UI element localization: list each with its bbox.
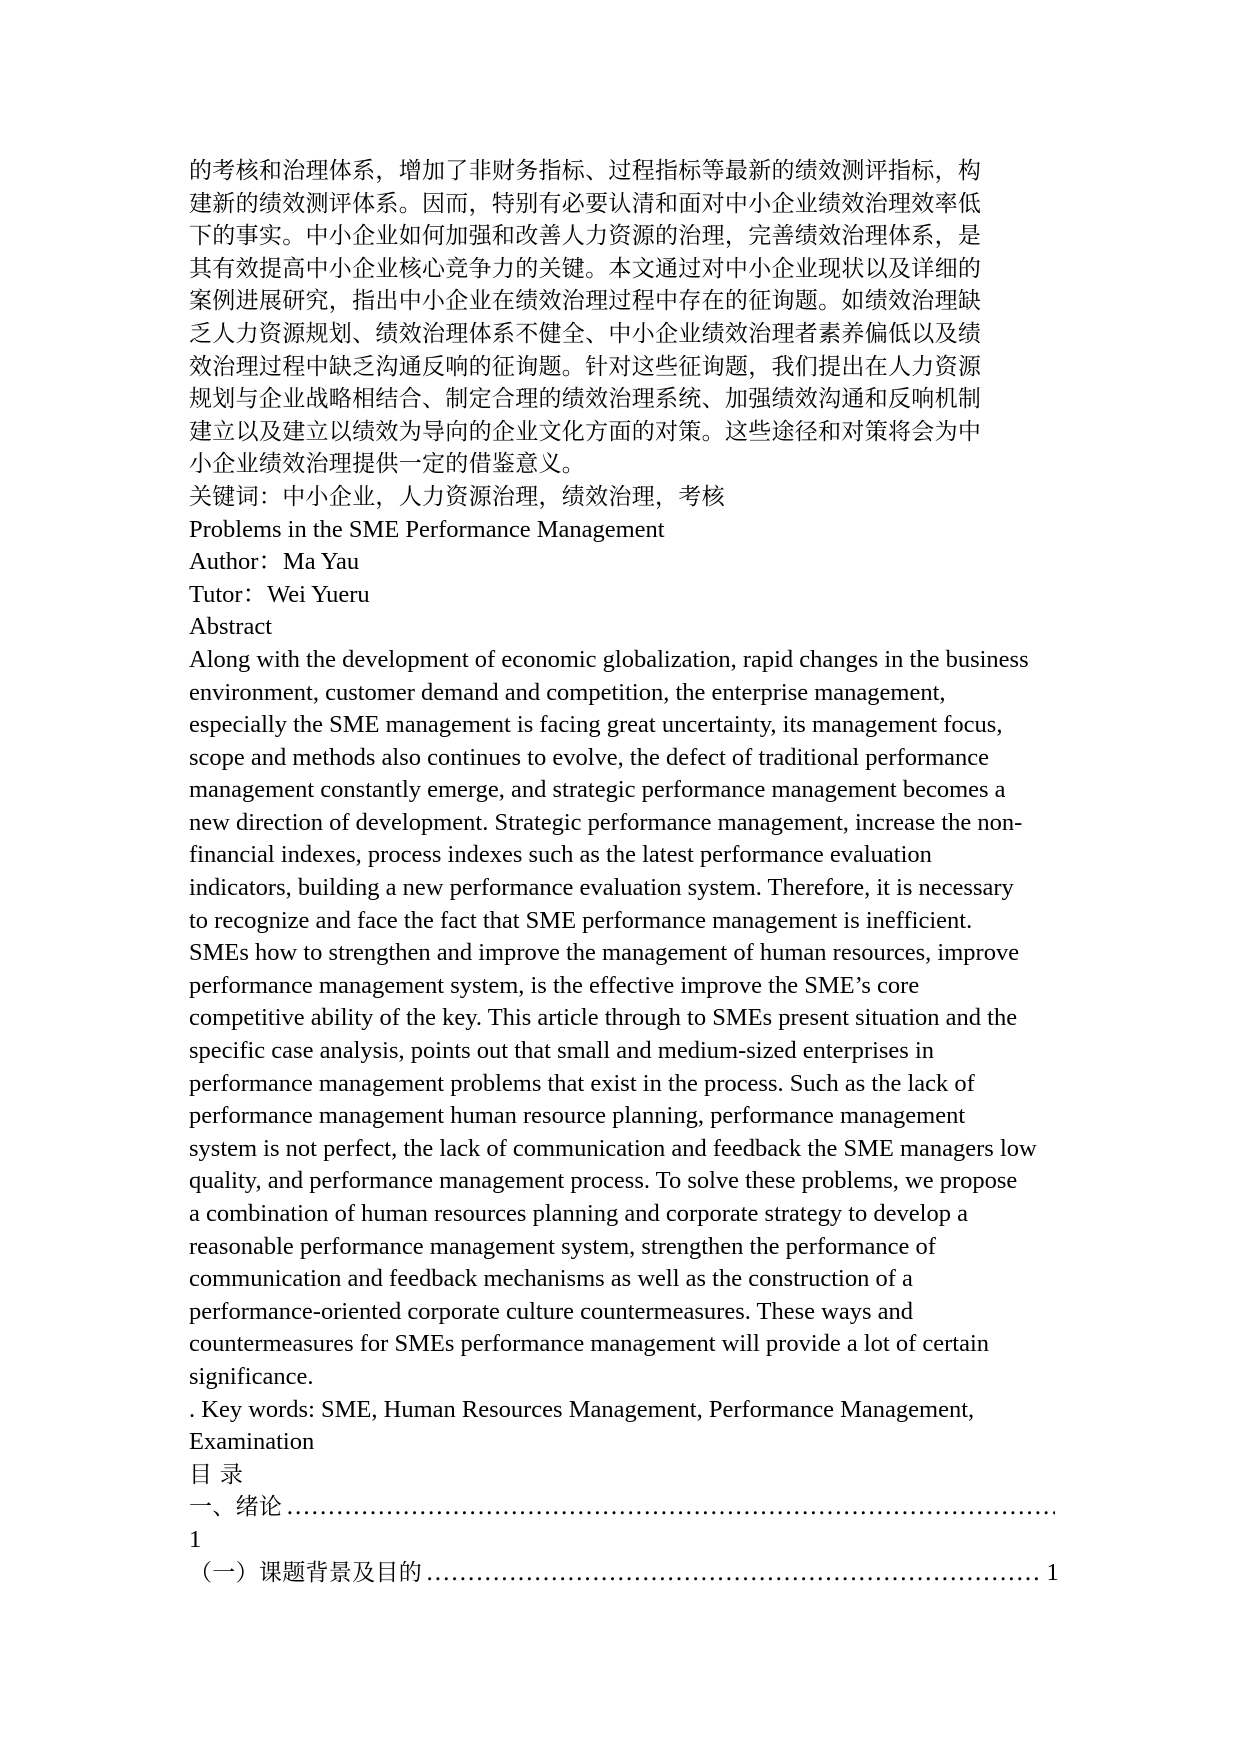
- toc-entry[interactable]: [189, 1557, 1059, 1590]
- en-abstract-line: a combination of human resources planning and corporate strategy to develop a: [189, 1200, 968, 1227]
- abstract-heading: Abstract: [189, 613, 272, 641]
- cn-abstract-line: 乏人力资源规划、绩效治理体系不健全、中小企业绩效治理者素养偏低以及绩: [189, 320, 982, 347]
- toc-entry-label: （一）课题背景及目的: [189, 1559, 422, 1586]
- en-abstract-line: financial indexes, process indexes such as the latest performance evaluation: [189, 841, 932, 869]
- table-of-contents: [189, 1459, 1059, 1589]
- en-keywords-line: . Key words: SME, Human Resources Management, Performance Management,: [189, 1395, 975, 1423]
- en-abstract-line: Along with the development of economic globalization, rapid changes in the business: [189, 645, 1029, 673]
- toc-entry-page: 1: [189, 1525, 202, 1553]
- tutor-line: Tutor：Wei Yueru: [189, 580, 370, 608]
- en-abstract-line: new direction of development. Strategic performance management, increase the non-: [189, 808, 1023, 836]
- en-abstract-line: countermeasures for SMEs performance management will provide a lot of certain: [189, 1330, 990, 1358]
- en-abstract-line: to recognize and face the fact that SME performance management is inefficient.: [189, 906, 973, 934]
- author-line: Author：Ma Yau: [189, 548, 360, 576]
- cn-abstract-line: 的考核和治理体系，增加了非财务指标、过程指标等最新的绩效测评指标，构: [189, 158, 982, 184]
- toc-entry-page: 1: [1046, 1558, 1059, 1586]
- chinese-abstract: [189, 155, 1059, 514]
- en-abstract-line: especially the SME management is facing great uncertainty, its management focus,: [189, 711, 1003, 739]
- en-abstract-line: system is not perfect, the lack of communication and feedback the SME managers low: [189, 1134, 1037, 1162]
- toc-dot-leader: [286, 1491, 1055, 1524]
- english-section: [189, 514, 1059, 1459]
- cn-abstract-line: 规划与企业战略相结合、制定合理的绩效治理系统、加强绩效沟通和反响机制: [189, 386, 982, 413]
- en-abstract-line: significance.: [189, 1362, 314, 1390]
- document-page: [189, 155, 1059, 1615]
- en-abstract-line: performance-oriented corporate culture countermeasures. These ways and: [189, 1297, 914, 1325]
- cn-abstract-line: 效治理过程中缺乏沟通反响的征询题。针对这些征询题，我们提出在人力资源: [189, 353, 982, 380]
- toc-heading: 目 录: [189, 1461, 244, 1488]
- en-abstract-line: performance management system, is the effective improve the SME’s core: [189, 971, 920, 999]
- cn-keywords: 关键词：中小企业，人力资源治理，绩效治理，考核: [189, 483, 725, 510]
- cn-abstract-line: 案例进展研究，指出中小企业在绩效治理过程中存在的征询题。如绩效治理缺: [189, 288, 982, 315]
- en-abstract-line: specific case analysis, points out that small and medium-sized enterprises in: [189, 1037, 935, 1065]
- en-keywords-line: Examination: [189, 1428, 315, 1456]
- toc-dot-leader: [426, 1557, 1042, 1590]
- english-title: Problems in the SME Performance Management: [189, 515, 665, 543]
- en-abstract-line: management constantly emerge, and strategic performance management becomes a: [189, 776, 1006, 804]
- toc-entry-label: 一、绪论: [189, 1494, 283, 1521]
- cn-abstract-line: 小企业绩效治理提供一定的借鉴意义。: [189, 451, 586, 478]
- en-abstract-line: competitive ability of the key. This article through to SMEs present situation and the: [189, 1004, 1018, 1032]
- en-abstract-line: quality, and performance management process. To solve these problems, we propose: [189, 1167, 1018, 1195]
- en-abstract-line: scope and methods also continues to evolve, the defect of traditional performance: [189, 743, 990, 771]
- en-abstract-line: performance management human resource planning, performance management: [189, 1102, 966, 1130]
- cn-abstract-line: 建新的绩效测评体系。因而，特别有必要认清和面对中小企业绩效治理效率低: [189, 190, 982, 217]
- en-abstract-line: reasonable performance management system, strengthen the performance of: [189, 1232, 936, 1260]
- en-abstract-line: SMEs how to strengthen and improve the management of human resources, improve: [189, 939, 1020, 967]
- en-abstract-line: performance management problems that exist in the process. Such as the lack of: [189, 1069, 975, 1097]
- cn-abstract-line: 建立以及建立以绩效为导向的企业文化方面的对策。这些途径和对策将会为中: [189, 418, 982, 445]
- en-abstract-line: environment, customer demand and competition, the enterprise management,: [189, 678, 946, 706]
- cn-abstract-line: 下的事实。中小企业如何加强和改善人力资源的治理，完善绩效治理体系，是: [189, 223, 982, 250]
- toc-entry[interactable]: [189, 1491, 1059, 1524]
- en-abstract-line: communication and feedback mechanisms as well as the construction of a: [189, 1265, 913, 1293]
- cn-abstract-line: 其有效提高中小企业核心竞争力的关键。本文通过对中小企业现状以及详细的: [189, 255, 982, 282]
- en-abstract-line: indicators, building a new performance evaluation system. Therefore, it is necessary: [189, 874, 1014, 902]
